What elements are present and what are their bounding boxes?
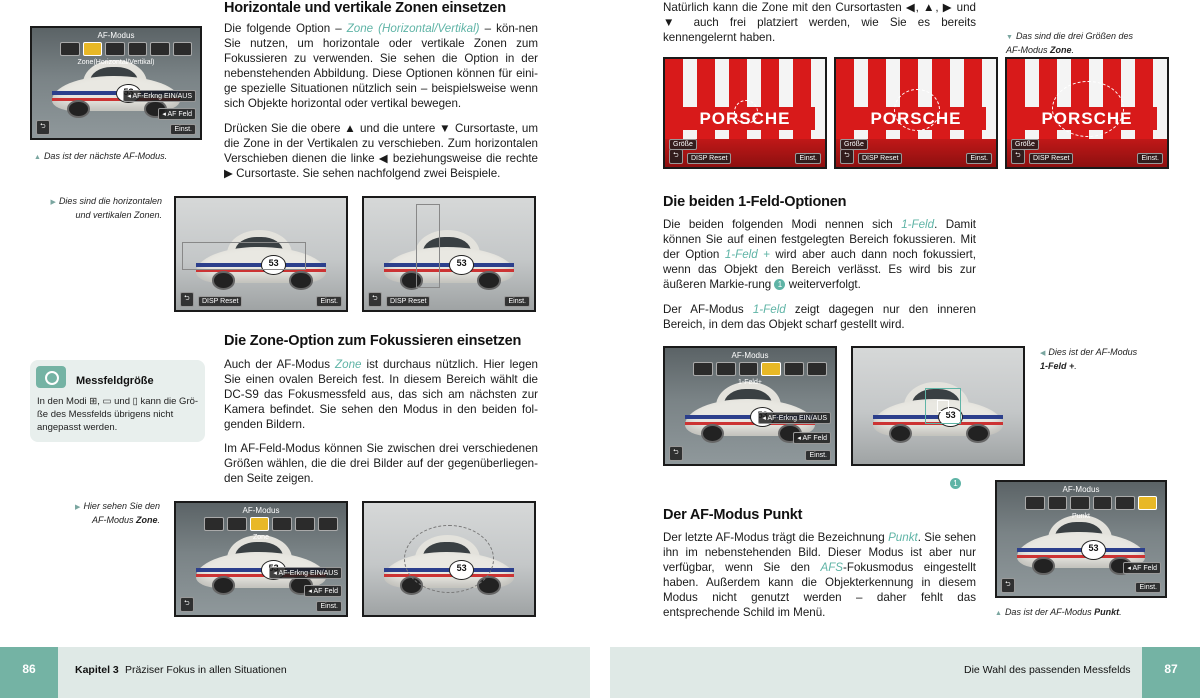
af-mode-bar: [693, 362, 827, 376]
camera-screen-zone-menu: [174, 501, 348, 617]
disp-reset-label: DISP Reset: [687, 153, 731, 164]
caption-zone-mode: ▶ Hier sehen Sie den AF-Modus Zone.: [75, 501, 160, 525]
af-mode-bar: [204, 517, 338, 531]
back-icon: ⮌: [180, 597, 194, 612]
camera-screen-1-feld-plus-live: 53: [851, 346, 1025, 466]
camera-screen-punkt: 53 AF-Modus Punkt ◂ AF Feld Einst. ⮌: [995, 480, 1167, 598]
camera-screen-horizontal-zone: 53 ⮌ DISP Reset Einst.: [174, 196, 348, 312]
footer-section-title: Die Wahl des passenden Messfelds: [964, 664, 1131, 676]
caption-1-feld-plus: ◀ Dies ist der AF-Modus 1-Feld +.: [1040, 347, 1138, 371]
menu-option-name: Zone(Horizontal/Vertikal): [77, 59, 155, 66]
heading-1-feld: Die beiden 1-Feld-Optionen: [663, 194, 847, 210]
af-feld-button: ◂ AF Feld: [158, 108, 196, 120]
paragraph-zone-option: Auch der AF-Modus Zone ist durchaus nützlich. Hier legen Sie einen ovalen Bereich fest. In diesem Bereich wählt die DC-S9 das Fokusmessfeld aus, das sich am nächsten zur Kamera befindet. Sie sehen den Modus in den beiden fol-genden Bildern.: [224, 358, 538, 432]
back-icon: ⮌: [180, 292, 194, 307]
back-icon: ⮌: [669, 446, 683, 461]
menu-title: AF-Modus: [1062, 485, 1100, 494]
disp-reset-label: DISP Reset: [198, 296, 242, 307]
paragraph-punkt: Der letzte AF-Modus trägt die Bezeichnung Punkt. Sie sehen ihn im nebenstehenden Bild. Dieser Modus ist aber nur verfügbar, wenn Sie den AFS-Fokusmodus eingestellt haben. Außerdem kann die Objekterkennung in diesem Modus nicht genutzt werden – daher fehlt das entsprechende Schild im Menü.: [663, 531, 976, 620]
einst-button: Einst.: [316, 601, 342, 612]
heading-zone-option: Die Zone-Option zum Fokussieren einsetzen: [224, 333, 522, 349]
heading-punkt: Der AF-Modus Punkt: [663, 507, 803, 523]
einst-button: Einst.: [795, 153, 821, 164]
einst-button: Einst.: [504, 296, 530, 307]
einst-button: Einst.: [1137, 153, 1163, 164]
camera-icon: [36, 366, 66, 388]
einst-button: Einst.: [966, 153, 992, 164]
back-icon: ⮌: [368, 292, 382, 307]
size-label: Größe: [840, 139, 868, 150]
chapter-title: Präziser Fokus in allen Situationen: [125, 664, 287, 676]
caption-zone-sizes: ▼ Das sind die drei Größen des AF-Modus Zone.: [1006, 31, 1133, 55]
paragraph-1-feld: Die beiden folgenden Modi nennen sich 1-Feld. Damit können Sie auf einen festgelegten Bereich fokussieren. Mit der Option 1-Feld + wird aber auch dann noch fokussiert, wenn das Objekt den Bereich verlässt. Es wird bis zur äußeren Markie-rung 1 weiterverfolgt.: [663, 218, 977, 292]
af-mode-bar: [1025, 496, 1157, 510]
back-icon: ⮌: [36, 120, 50, 135]
caption-zones: ▶ Dies sind die horizontalen und vertikalen Zonen.: [50, 196, 162, 220]
einst-button: Einst.: [316, 296, 342, 307]
af-feld-button: ◂ AF Feld: [793, 432, 831, 444]
camera-screen-size-large: PORSCHE Größe ⮌ DISP Reset Einst.: [1005, 57, 1169, 169]
size-label: Größe: [1011, 139, 1039, 150]
paragraph-zones-intro: Die folgende Option – Zone (Horizontal/Vertikal) – kön-nen Sie nutzen, um horizontale oder vertikale Zonen zum Fokussieren zu verwenden. Sie sehen die Option in der nebenstehenden Abbildung. Diese Optionen können für eini-ge spezielle Situationen nützlich sein – beispielsweise wenn sich Objekte horizontal oder vertikal bewegen.: [224, 22, 538, 111]
einst-button: Einst.: [805, 450, 831, 461]
chapter-label: Kapitel 3: [75, 664, 119, 676]
paragraph-cursor-keys: Drücken Sie die obere ▲ und die untere ▼ Cursortaste, um die Zone in der Vertikalen zu verschieben. Zum horizontalen Verschieben dienen die linke ◀ beziehungsweise die rechte ▶ Cursortaste. Sie sehen nachfolgend zwei Beispiele.: [224, 122, 538, 181]
page-number-right: 87: [1142, 647, 1200, 698]
af-feld-button: ◂ AF Feld: [1123, 562, 1161, 574]
back-icon: ⮌: [1001, 578, 1015, 593]
back-icon: ⮌: [840, 149, 854, 164]
camera-screen-1-feld-plus-menu: [663, 346, 837, 466]
marker-1: 1: [950, 478, 961, 489]
paragraph-cursor-free: Natürlich kann die Zone mit den Cursortasten ◀, ▲, ▶ und ▼ auch frei platziert werden, wie Sie es bereits kennengelernt haben.: [663, 1, 976, 45]
heading-zones: Horizontale und vertikale Zonen einsetzen: [224, 0, 506, 16]
disp-reset-label: DISP Reset: [386, 296, 430, 307]
tip-box: [30, 360, 205, 442]
tip-title: Messfeldgröße: [76, 375, 154, 387]
einst-button: Einst.: [1135, 582, 1161, 593]
tip-text: In den Modi ⊞, ▭ und ▯ kann die Grö-ße des Messfelds übrigens nicht angepasst werden.: [37, 396, 199, 433]
disp-reset-label: DISP Reset: [858, 153, 902, 164]
menu-title: AF-Modus: [242, 506, 280, 515]
back-icon: ⮌: [1011, 149, 1025, 164]
camera-screen-size-medium: PORSCHE Größe ⮌ DISP Reset Einst.: [834, 57, 998, 169]
menu-option-name: Punkt: [1072, 513, 1090, 520]
af-erkng-button: ◂ AF-Erkng EIN/AUS: [269, 567, 342, 579]
camera-screen-vertical-zone: 53 ⮌ DISP Reset Einst.: [362, 196, 536, 312]
caption-punkt: ▲ Das ist der AF-Modus Punkt.: [995, 607, 1122, 617]
af-erkng-button: ◂ AF-Erkng EIN/AUS: [123, 90, 196, 102]
menu-option-name: Zone: [253, 534, 269, 541]
einst-button: Einst.: [170, 124, 196, 135]
af-mode-bar: [60, 42, 192, 56]
page-number-left: 86: [0, 647, 58, 698]
af-erkng-button: ◂ AF-Erkng EIN/AUS: [758, 412, 831, 424]
size-label: Größe: [669, 139, 697, 150]
disp-reset-label: DISP Reset: [1029, 153, 1073, 164]
af-feld-button: ◂ AF Feld: [304, 585, 342, 597]
paragraph-af-feld: Im AF-Feld-Modus können Sie zwischen drei verschiedenen Größen wählen, die die drei Bilder auf der gegenüberliegen-den Seite zeigen.: [224, 442, 538, 486]
camera-screen-size-small: PORSCHE Größe ⮌ DISP Reset Einst.: [663, 57, 827, 169]
menu-title: AF-Modus: [731, 351, 769, 360]
paragraph-1-feld-inner: Der AF-Modus 1-Feld zeigt dagegen nur den inneren Bereich, in dem das Objekt scharf gestellt wird.: [663, 303, 976, 332]
back-icon: ⮌: [669, 149, 683, 164]
caption-next-af-mode: ▲ Das ist der nächste AF-Modus.: [34, 151, 168, 161]
menu-title: AF-Modus: [97, 31, 135, 40]
menu-option-name: 1-Feld+: [738, 379, 762, 386]
camera-screen-zone-hv: [30, 26, 202, 140]
camera-screen-zone-live: 53: [362, 501, 536, 617]
